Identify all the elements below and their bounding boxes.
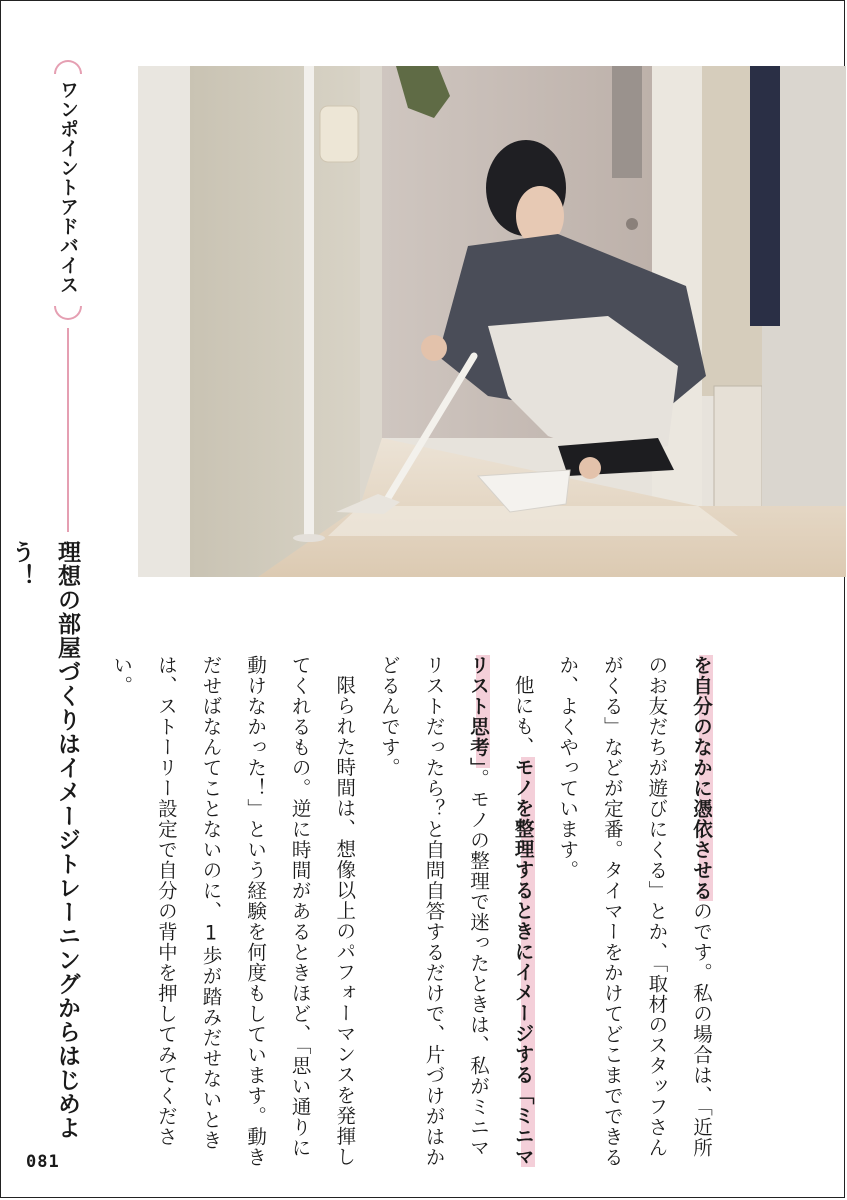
hallway-sweeping-photo (138, 66, 846, 577)
highlight-possess-yourself: を自分のなかに憑依させる (690, 655, 713, 901)
paragraph-2-text: 。モノの整理で迷ったときは、私がミニマリストだったら？と自問自答するだけで、片づけがはかどるんです。 (377, 655, 491, 1168)
paragraph-1-text: のです。私の場合は、「近所のお友だちが遊びにくる」とか、「取材のスタッフさんがくる」などが定番。タイマーをかけてどこまでできるか、よくやっています。 (556, 655, 713, 1168)
paragraph-2-lead: 他にも、 (511, 674, 535, 757)
body-text (110, 655, 723, 1175)
rail-divider (67, 328, 69, 532)
section-heading: ワンポイントアドバイス (57, 80, 79, 295)
heading-bracket-bottom (54, 306, 82, 320)
page-number: 081 (26, 1152, 60, 1172)
paragraph-1 (545, 655, 723, 1175)
paragraph-2 (366, 655, 544, 1175)
paragraph-3-text: 限られた時間は、想像以上のパフォーマンスを発揮してくれるもの。逆に時間があるときほど、「思い通りに動けなかった！」という経験を何度もしています。動きだせばなんてことないのに、1歩が踏みだせないときは、ストーリー設定で自分の背中を押してみてください。 (110, 655, 357, 1168)
page-title: 理想の部屋づくりはイメージトレーニングからはじめよう！ (8, 540, 80, 1140)
highlight-minimalist-thinking: モノを整理するときにイメージする「ミニマリスト思考」 (467, 655, 535, 1167)
paragraph-3 (99, 655, 367, 1175)
heading-bracket-top (54, 60, 82, 74)
